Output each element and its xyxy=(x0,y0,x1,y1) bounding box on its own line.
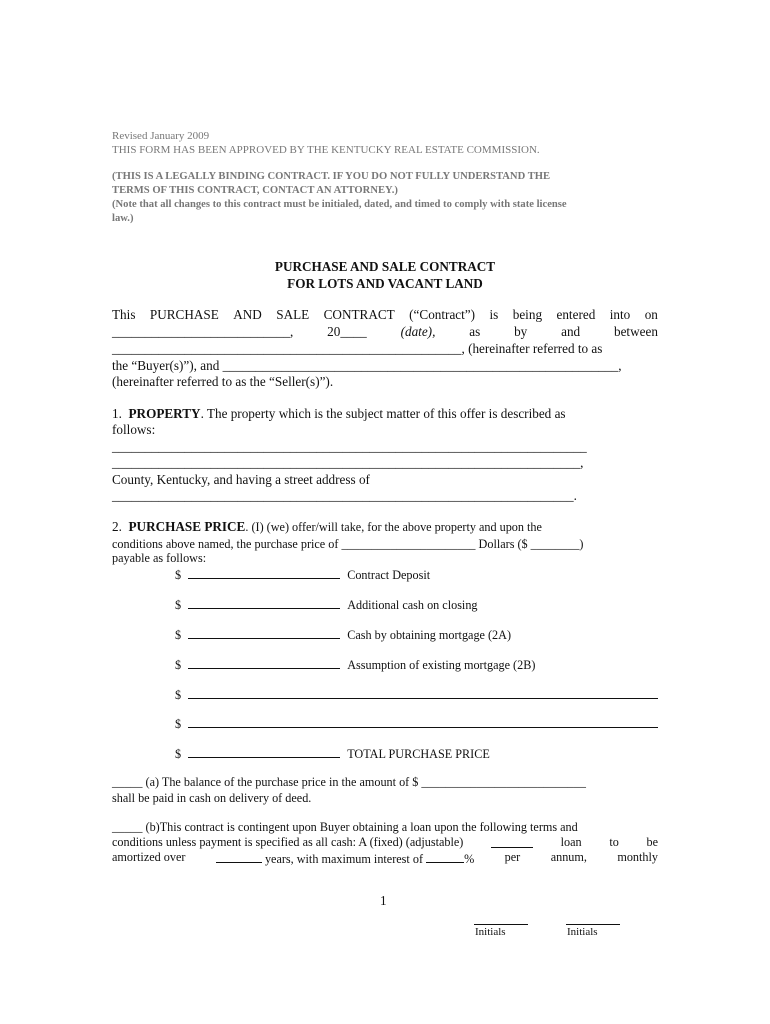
dollar-sign: $ xyxy=(175,658,182,672)
word: This xyxy=(112,307,136,322)
para-b-text: amortized over xyxy=(112,850,186,864)
payment-item-other-2 xyxy=(175,715,658,732)
amount-blank[interactable] xyxy=(188,626,340,639)
para-a-line2: shall be paid in cash on delivery of deed. xyxy=(112,791,312,805)
word: to xyxy=(609,835,619,849)
word: CONTRACT xyxy=(323,307,395,322)
intro-line1 xyxy=(112,307,658,323)
section-heading: PROPERTY xyxy=(128,406,201,421)
adjustable-blank[interactable] xyxy=(491,835,533,848)
para-b-text: conditions unless payment is specified as all cash: A (fixed) (adjustable) xyxy=(112,835,464,849)
amount-blank[interactable] xyxy=(188,715,658,728)
amount-blank[interactable] xyxy=(188,566,340,579)
dollar-sign: $ xyxy=(175,747,182,761)
word: being xyxy=(512,307,543,322)
dollar-sign: $ xyxy=(175,628,182,642)
item-label: Cash by obtaining mortgage (2A) xyxy=(347,628,512,642)
initials-right-label: Initials xyxy=(567,926,598,938)
word: (“Contract”) xyxy=(409,307,476,322)
word: annum, xyxy=(550,850,587,864)
intro-line5: (hereinafter referred to as the “Seller(s)”). xyxy=(112,374,334,389)
amount-blank[interactable] xyxy=(188,686,658,699)
amount-blank[interactable] xyxy=(188,596,340,609)
legal-warning-line1: (THIS IS A LEGALLY BINDING CONTRACT. IF YOU DO NOT FULLY UNDERSTAND THE xyxy=(112,171,551,182)
word: PURCHASE xyxy=(149,307,219,322)
word: as xyxy=(469,324,481,339)
payment-item-assumption-2b xyxy=(175,656,535,673)
property-description-blank1[interactable]: ________________________________________________________________________ xyxy=(112,439,587,454)
dollar-sign: $ xyxy=(175,568,182,582)
section-number: 2. xyxy=(112,519,122,534)
intro-line3-buyer-blank[interactable]: _____________________________________________________, (hereinafter referred to as xyxy=(112,341,603,356)
note-line1: (Note that all changes to this contract must be initialed, dated, and timed to comply with state license xyxy=(112,199,567,210)
intro-line2 xyxy=(112,324,658,340)
word: and xyxy=(561,324,581,339)
item-label: Assumption of existing mortgage (2B) xyxy=(347,658,536,672)
revised-date: Revised January 2009 xyxy=(112,130,210,142)
legal-warning-line2: TERMS OF THIS CONTRACT, CONTACT AN ATTORNEY.) xyxy=(112,185,398,196)
word: into xyxy=(609,307,631,322)
item-label: TOTAL PURCHASE PRICE xyxy=(347,747,490,761)
contract-title-line1: PURCHASE AND SALE CONTRACT xyxy=(274,259,496,274)
para-b-text: years, with maximum interest of xyxy=(264,852,424,866)
word: monthly xyxy=(617,850,658,864)
payment-item-total xyxy=(175,745,490,762)
year-blank[interactable]: 20____ xyxy=(327,324,367,339)
para-b-line1[interactable]: _____ (b)This contract is contingent upon Buyer obtaining a loan upon the following terms and xyxy=(112,820,578,834)
initials-line[interactable] xyxy=(566,922,620,925)
section-number: 1. xyxy=(112,406,122,421)
payment-item-mortgage-2a xyxy=(175,626,511,643)
section1-line2: follows: xyxy=(112,422,156,437)
percent-sign: % xyxy=(464,852,475,866)
para-b-line3 xyxy=(112,850,658,867)
note-line2: law.) xyxy=(112,213,134,224)
dollar-sign: $ xyxy=(175,717,182,731)
section-heading: PURCHASE PRICE xyxy=(128,519,246,534)
payment-item-additional-cash xyxy=(175,596,478,613)
approval-statement: THIS FORM HAS BEEN APPROVED BY THE KENTUCKY REAL ESTATE COMMISSION. xyxy=(112,144,540,156)
date-label: (date), xyxy=(400,324,436,339)
item-label: Additional cash on closing xyxy=(347,598,478,612)
word: loan xyxy=(560,835,582,849)
section1-heading-line xyxy=(112,406,566,422)
section2-heading-line xyxy=(112,519,542,535)
payment-item-other-1 xyxy=(175,686,658,703)
amount-blank[interactable] xyxy=(188,656,340,669)
county-line: County, Kentucky, and having a street address of xyxy=(112,472,370,487)
date-blank[interactable]: ___________________________, xyxy=(112,324,294,339)
para-b-line2 xyxy=(112,835,658,850)
word: per xyxy=(504,850,521,864)
word: by xyxy=(514,324,528,339)
word: AND xyxy=(233,307,262,322)
intro-line4-seller-blank[interactable]: the “Buyer(s)”), and ____________________________________________________________, xyxy=(112,358,622,373)
word: on xyxy=(644,307,658,322)
para-a-line1[interactable]: _____ (a) The balance of the purchase price in the amount of $ ___________________________ xyxy=(112,775,586,789)
section-text: . The property which is the subject matter of this offer is described as xyxy=(200,406,566,421)
page-number: 1 xyxy=(380,893,387,908)
payable-as-follows: payable as follows: xyxy=(112,551,207,565)
section-text: . (I) (we) offer/will take, for the above property and upon the xyxy=(245,520,542,534)
word: SALE xyxy=(276,307,310,322)
interest-blank[interactable] xyxy=(426,850,464,863)
initials-left-label: Initials xyxy=(475,926,506,938)
word: be xyxy=(646,835,658,849)
item-label: Contract Deposit xyxy=(347,568,431,582)
street-address-blank[interactable]: ______________________________________________________________________. xyxy=(112,488,577,503)
word: between xyxy=(613,324,658,339)
years-blank[interactable] xyxy=(216,850,262,863)
dollar-sign: $ xyxy=(175,688,182,702)
word: is xyxy=(489,307,499,322)
payment-item-contract-deposit xyxy=(175,566,430,583)
amount-blank[interactable] xyxy=(188,745,340,758)
property-description-blank2[interactable]: _______________________________________________________________________, xyxy=(112,455,584,470)
purchase-price-line[interactable]: conditions above named, the purchase price of ______________________ Dollars ($ ________) xyxy=(112,537,584,551)
word: entered xyxy=(556,307,596,322)
initials-line[interactable] xyxy=(474,922,528,925)
dollar-sign: $ xyxy=(175,598,182,612)
contract-title-line2: FOR LOTS AND VACANT LAND xyxy=(287,276,483,291)
